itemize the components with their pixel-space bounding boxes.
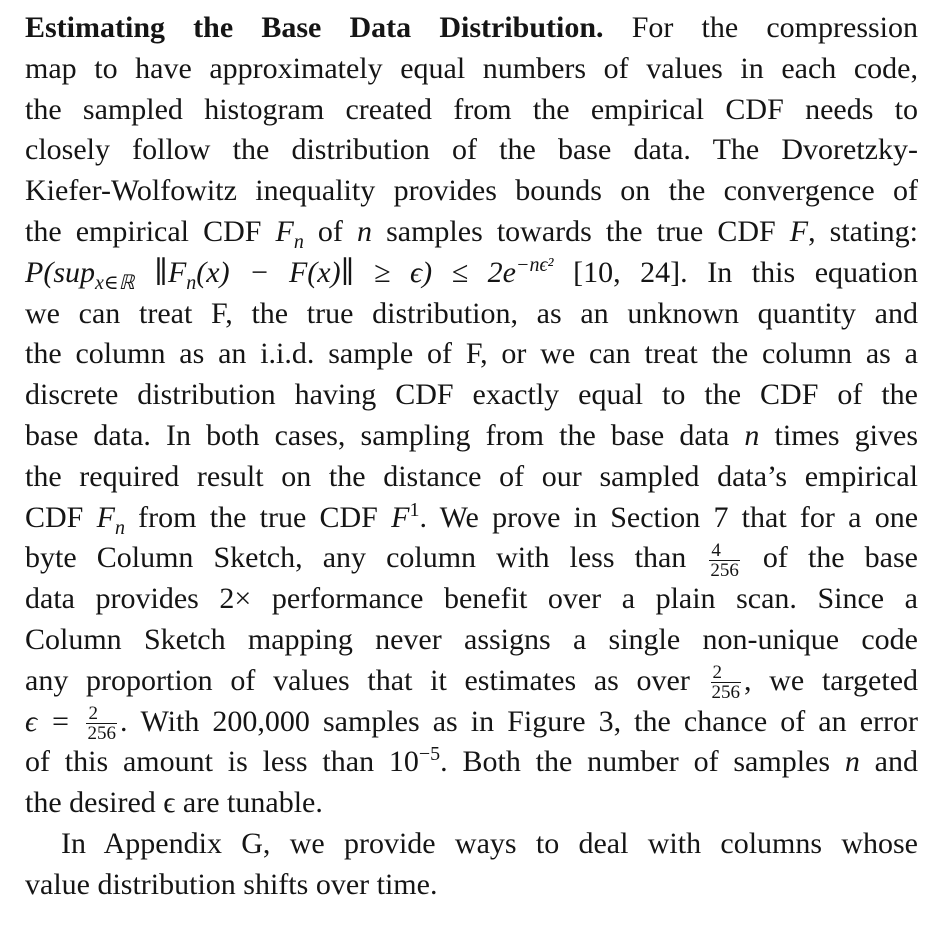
text-line: the empirical CDF $F_n$ of n samples towards the true CDF F, stating: <box>25 214 919 253</box>
text-line: the desired ϵ are tunable. <box>25 786 323 820</box>
text-line: map to have approximately equal numbers of values in each code, <box>25 51 918 85</box>
text-line: of this amount is less than $10^{-5}$. Both the number of samples n and <box>25 743 918 779</box>
paragraph-heading: Estimating the Base Data Distribution. <box>25 11 604 44</box>
text-line: Kiefer-Wolfowitz inequality provides bounds on the convergence of <box>25 174 918 208</box>
paper-text-body <box>25 8 918 906</box>
text-line: CDF $F_n$ from the true CDF $F^1$. We prove in Section 7 that for a one <box>25 498 919 539</box>
text-line: discrete distribution having CDF exactly equal to the CDF of the <box>25 378 918 412</box>
text-line: Column Sketch mapping never assigns a single non-unique code <box>25 622 918 656</box>
dkw-equation-line: P(sup$_{x\in ℝ}$ $\parallel F_n(x)$ − F(x)∥ ≥ $\epsilon) \le 2e^{-n\epsilon^2}$ [10, 24]. In this equation <box>25 253 918 294</box>
text-line: value distribution shifts over time. <box>25 867 438 901</box>
text-line: data provides 2× performance benefit over a plain scan. Since a <box>25 582 918 616</box>
text-line: Estimating the Base Data Distribution. For the compression <box>25 11 918 44</box>
footnote-marker: 1 <box>409 498 420 521</box>
text-line: we can treat F, the true distribution, as an unknown quantity and <box>25 296 918 330</box>
text-line: closely follow the distribution of the base data. The Dvoretzky- <box>25 133 918 167</box>
text-line: ϵ = $\frac{2}{256}$ . With 200,000 samples as in Figure 3, the chance of an error <box>25 703 918 745</box>
text-line: the sampled histogram created from the empirical CDF needs to <box>25 92 918 126</box>
text-line: byte Column Sketch, any column with less than $\frac{4}{256}$ of the base <box>25 539 918 581</box>
fraction-2-256: $\frac{2}{256}$ <box>87 703 116 745</box>
text-line: the column as an i.i.d. sample of F, or we can treat the column as a <box>25 337 918 371</box>
fraction-2-256: $\frac{2}{256}$ <box>711 662 741 704</box>
text-line: In Appendix G, we provide ways to deal with columns whose <box>61 826 918 860</box>
math-Fn: $F_n$ <box>275 214 304 253</box>
dkw-equation: P(sup$_{x\in ℝ}$ $\parallel F_n(x)$ − F(x)∥ ≥ $\epsilon) \le 2e^{-n\epsilon^2}$ <box>25 253 554 294</box>
text-line: the required result on the distance of our sampled data’s empirical <box>25 459 918 493</box>
fraction-4-256: $\frac{4}{256}$ <box>710 539 739 581</box>
text-line: base data. In both cases, sampling from the base data n times gives <box>25 418 918 452</box>
text-line: any proportion of values that it estimates as over $\frac{2}{256}$ , we targeted <box>25 662 919 704</box>
